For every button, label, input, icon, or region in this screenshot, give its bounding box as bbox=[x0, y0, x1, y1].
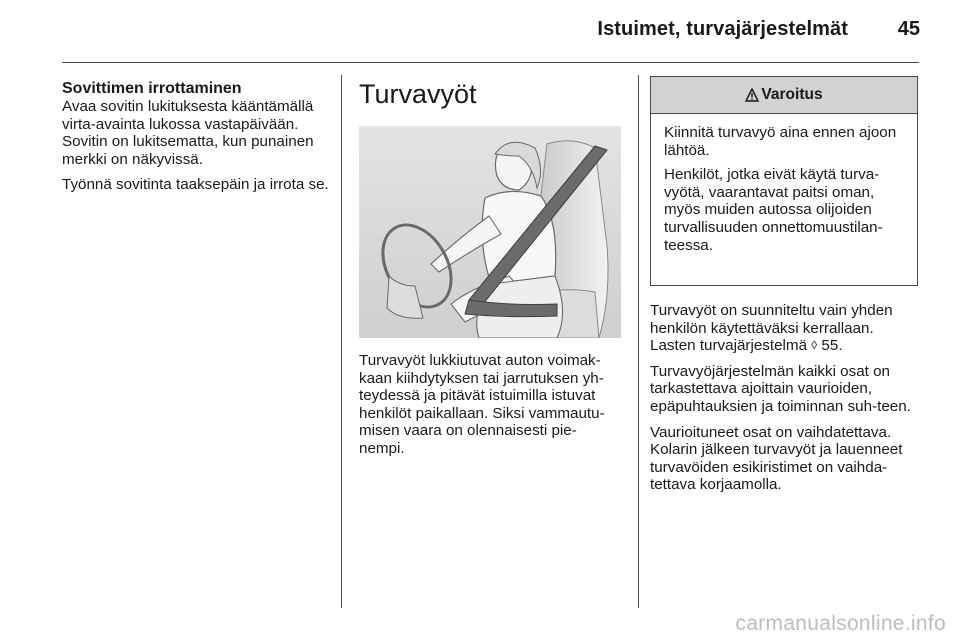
column-2-body bbox=[359, 352, 621, 458]
watermark: carmanualsonline.info bbox=[735, 612, 946, 635]
section-heading: Turvavyöt bbox=[359, 79, 477, 109]
subsection-heading: Sovittimen irrottaminen bbox=[62, 80, 242, 97]
column-3 bbox=[650, 302, 922, 502]
paragraph: Kiinnitä turvavyö aina ennen ajoon lähtöä. bbox=[664, 124, 897, 159]
section-title: Istuimet, turvajärjestelmät bbox=[597, 18, 848, 40]
column-1 bbox=[62, 80, 334, 202]
paragraph: Avaa sovitin lukituksesta kääntämällä virta-avainta lukossa vastapäivään. Sovitin on lukitsematta, kun punainen merkki on näkyvissä. bbox=[62, 98, 314, 168]
warning-box bbox=[650, 76, 918, 286]
warning-triangle-icon bbox=[745, 88, 759, 102]
page-reference-arrow-icon: ◊ bbox=[811, 338, 818, 353]
column-2-heading-block bbox=[359, 78, 621, 110]
paragraph: Vaurioituneet osat on vaihdatettava. Kolarin jälkeen turvavyöt ja lauenneet turvavöiden esikiristimet on vaihda-tettava korjaamolla. bbox=[650, 423, 903, 494]
paragraph-with-reference bbox=[650, 302, 922, 355]
page-reference-link[interactable]: 55. bbox=[821, 337, 843, 355]
warning-body bbox=[651, 114, 917, 254]
paragraph: Turvavyöjärjestelmän kaikki osat on tarkastettava ajoittain vaurioiden, epäpuhtauksien ja toiminnan suh-teen. bbox=[650, 362, 911, 415]
header-divider bbox=[62, 62, 919, 63]
column-divider-right bbox=[638, 75, 639, 608]
paragraph: Henkilöt, jotka eivät käytä turva-vyötä, vaarantavat paitsi oman, myös muiden autossa olijoiden turvallisuuden onnettomuustilan-teessa. bbox=[664, 166, 883, 254]
warning-header bbox=[651, 77, 917, 114]
paragraph: Turvavyöt lukkiutuvat auton voimak-kaan kiihdytyksen tai jarrutuksen yh-teydessä ja pitävät istuimilla istuvat henkilöt paikallaan. Siksi vammautu-misen vaara on olennaisesti pie-nempi. bbox=[359, 352, 605, 457]
warning-title: Varoitus bbox=[761, 86, 823, 103]
seatbelt-illustration bbox=[359, 126, 621, 338]
page-number: 45 bbox=[897, 18, 920, 40]
paragraph: Työnnä sovitinta taaksepäin ja irrota se. bbox=[62, 176, 329, 194]
paragraph-text: Turvavyöt on suunniteltu vain yhden henkilön käytettäväksi kerrallaan. Lasten turvajärjestelmä bbox=[650, 302, 893, 355]
column-divider-left bbox=[341, 75, 342, 608]
